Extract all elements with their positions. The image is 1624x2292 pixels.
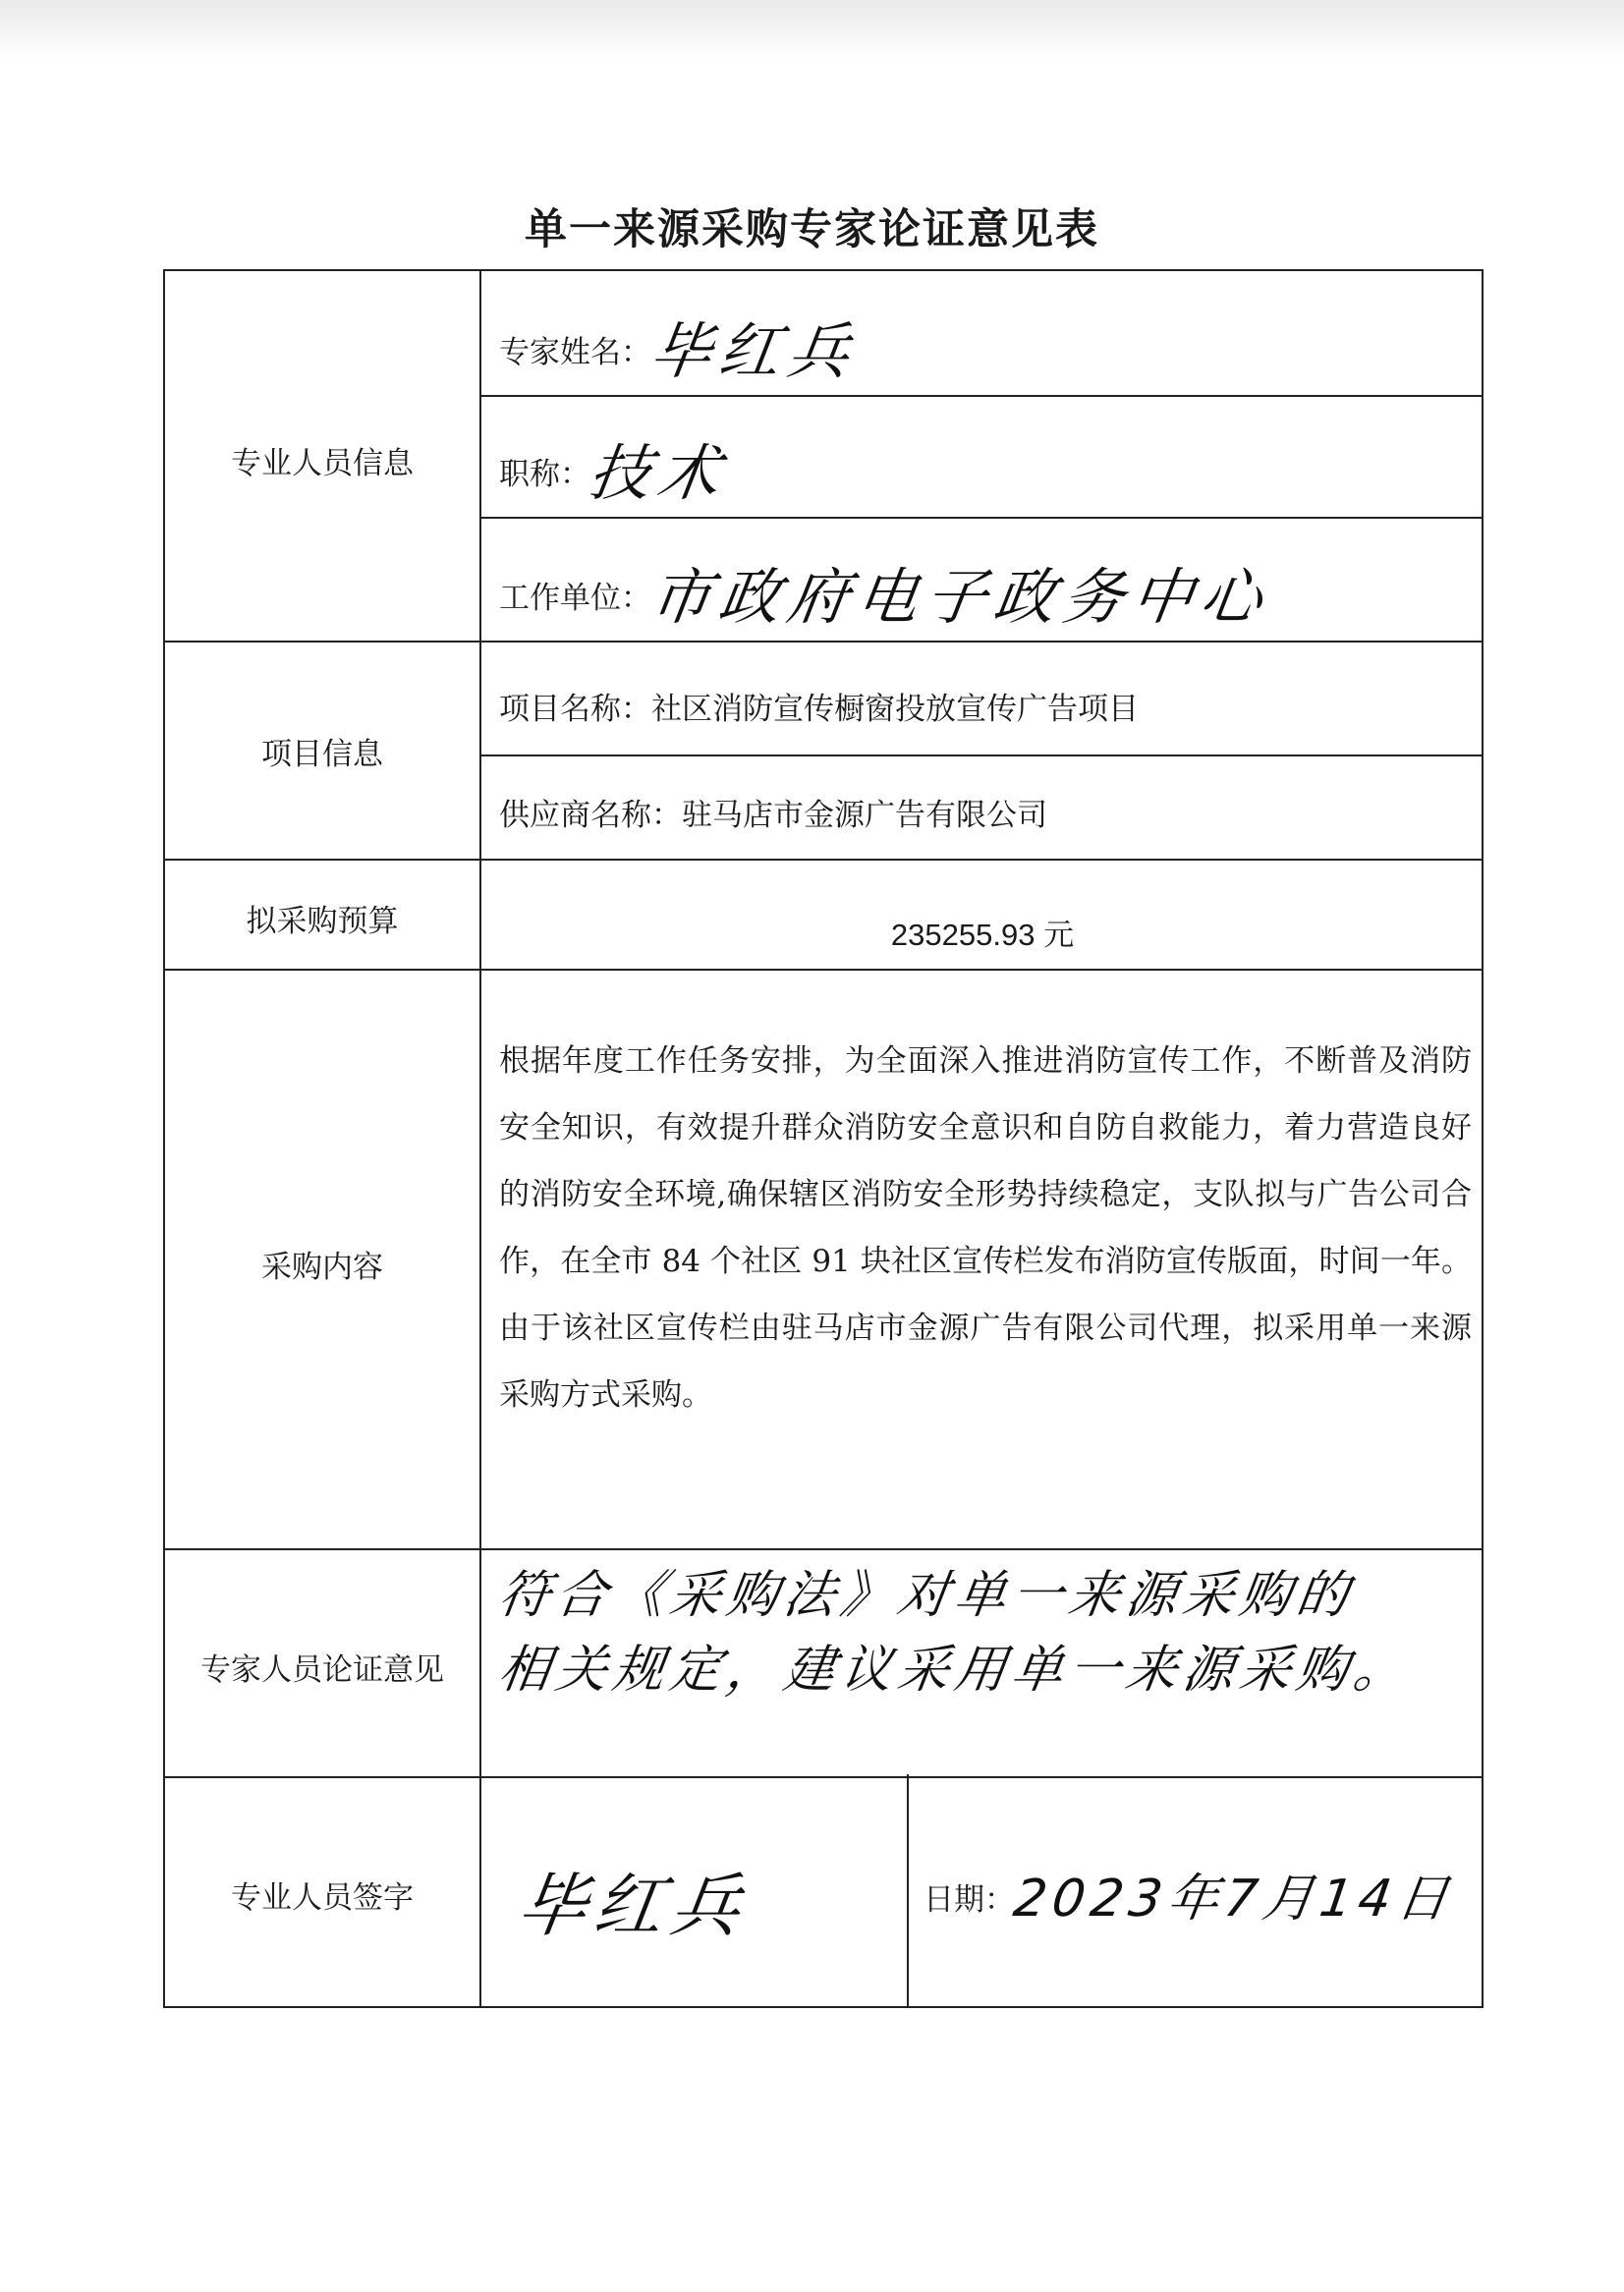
opinion-label: 专家人员论证意见 <box>200 1652 444 1688</box>
supplier-name-field <box>499 790 1047 834</box>
expert-name-handwriting: 毕红兵 <box>645 315 863 387</box>
signature-label: 专业人员签字 <box>231 1880 414 1916</box>
signature-handwriting: 毕红兵 <box>512 1866 754 1946</box>
expert-employer-field <box>499 548 1275 636</box>
page-title: 单一来源采购专家论证意见表 <box>525 205 1099 254</box>
opinion-handwriting <box>494 1558 1521 1707</box>
row-line <box>479 395 1484 397</box>
opinion-line-2: 相关规定，建议采用单一来源采购。 <box>494 1641 1416 1700</box>
date-handwriting: 2023年7月14日 <box>1010 1870 1459 1929</box>
project-section-label: 项目信息 <box>261 737 383 772</box>
expert-name-label: 专家姓名： <box>499 335 651 370</box>
date-label: 日期： <box>924 1882 1015 1918</box>
expert-employer-label: 工作单位： <box>499 581 651 616</box>
row-line <box>165 1548 1484 1550</box>
personnel-section-label: 专业人员信息 <box>231 446 414 481</box>
expert-name-field <box>499 303 863 390</box>
expert-title-handwriting: 技术 <box>585 437 733 509</box>
expert-title-label: 职称： <box>499 457 590 492</box>
row-line <box>165 859 1484 861</box>
project-name-field <box>499 684 1139 728</box>
row-line <box>479 755 1484 756</box>
signature-date-divider <box>907 1774 909 2008</box>
content-label: 采购内容 <box>261 1250 383 1285</box>
label-column-divider <box>479 271 481 1776</box>
supplier-name-label: 供应商名称： <box>499 798 682 833</box>
content-paragraph: 根据年度工作任务安排，为全面深入推进消防宣传工作，不断普及消防安全知识，有效提升群众消防安全意识和自防自救能力，着力营造良好的消防安全环境,确保辖区消防安全形势持续稳定，支队拟与广告公司合作，在全市 84 个社区 91 块社区宣传栏发布消防宣传版面，时间一年。由于该社区宣传栏由驻马店市金源广告有限公司代理，拟采用单一来源采购方式采购。 <box>499 1043 1472 1413</box>
opinion-line-1: 符合《采购法》对单一来源采购的 <box>494 1566 1359 1625</box>
row-line <box>165 1776 1484 1778</box>
row-line <box>165 969 1484 971</box>
supplier-name-value: 驻马店市金源广告有限公司 <box>682 798 1047 833</box>
expert-employer-handwriting: 市政府电子政务中心 <box>645 561 1275 633</box>
budget-value: 235255.93 元 <box>890 918 1075 952</box>
scan-edge-shading <box>0 0 1624 59</box>
budget-label: 拟采购预算 <box>246 904 399 939</box>
row-line <box>165 641 1484 643</box>
project-name-label: 项目名称： <box>499 692 651 727</box>
row-line <box>479 517 1484 519</box>
project-name-value: 社区消防宣传橱窗投放宣传广告项目 <box>651 692 1139 727</box>
date-field <box>924 1857 1459 1930</box>
signature-handwriting-field <box>512 1851 754 1950</box>
signature-label-divider <box>479 1776 481 2008</box>
expert-title-field <box>499 424 733 512</box>
opinion-form-table <box>163 269 1484 2008</box>
